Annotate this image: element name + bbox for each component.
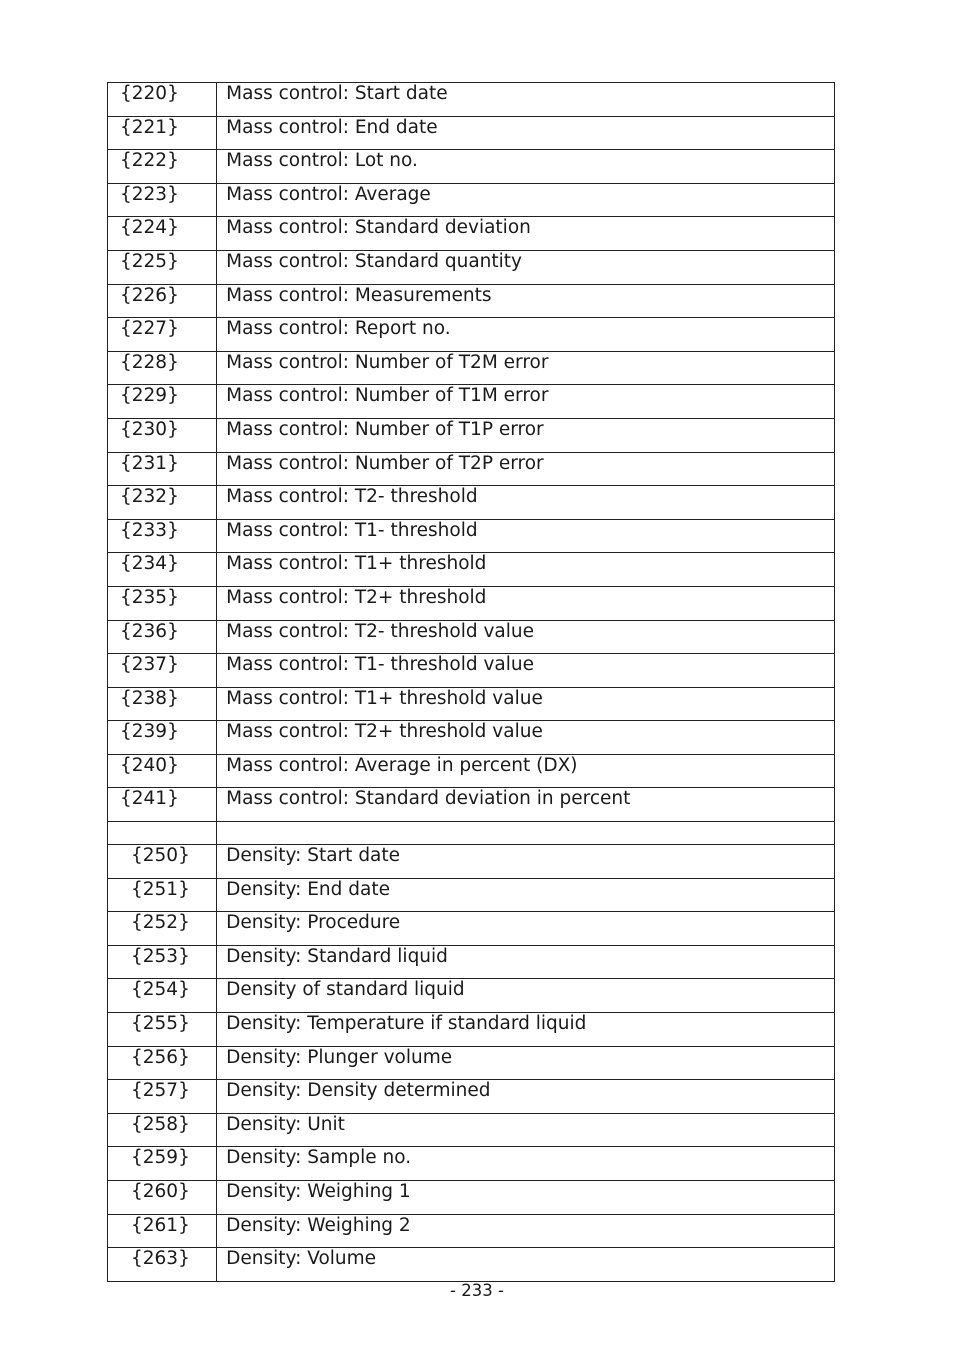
description-cell: Mass control: Lot no.	[217, 150, 835, 184]
description-cell: Density: Unit	[217, 1113, 835, 1147]
density-row	[108, 1248, 835, 1282]
description-cell: Mass control: End date	[217, 116, 835, 150]
description-cell: Mass control: Number of T2M error	[217, 351, 835, 385]
description-cell: Mass control: Standard deviation	[217, 217, 835, 251]
code-cell: {239}	[108, 721, 217, 755]
description-cell: Mass control: T2- threshold value	[217, 620, 835, 654]
mass-control-row	[108, 183, 835, 217]
description-cell: Density: Temperature if standard liquid	[217, 1013, 835, 1047]
description-cell: Mass control: T2- threshold	[217, 486, 835, 520]
code-cell: {225}	[108, 250, 217, 284]
mass-control-row	[108, 553, 835, 587]
description-cell: Mass control: Number of T1M error	[217, 385, 835, 419]
description-cell: Mass control: Average	[217, 183, 835, 217]
description-cell: Mass control: Number of T1P error	[217, 418, 835, 452]
density-row	[108, 845, 835, 879]
code-cell: {227}	[108, 318, 217, 352]
code-cell: {229}	[108, 385, 217, 419]
code-cell: {238}	[108, 687, 217, 721]
description-cell: Mass control: Measurements	[217, 284, 835, 318]
mass-control-row	[108, 150, 835, 184]
code-cell: {226}	[108, 284, 217, 318]
code-cell: {222}	[108, 150, 217, 184]
description-cell: Mass control: Report no.	[217, 318, 835, 352]
description-cell: Density: Density determined	[217, 1080, 835, 1114]
mass-control-row	[108, 586, 835, 620]
code-cell: {231}	[108, 452, 217, 486]
code-cell: {254}	[108, 979, 217, 1013]
code-cell: {261}	[108, 1214, 217, 1248]
empty-cell	[108, 822, 217, 845]
description-cell: Density: Plunger volume	[217, 1046, 835, 1080]
density-row	[108, 1046, 835, 1080]
mass-control-row	[108, 654, 835, 688]
mass-control-row	[108, 217, 835, 251]
description-cell: Mass control: Average in percent (DX)	[217, 754, 835, 788]
code-cell: {230}	[108, 418, 217, 452]
separator-row	[108, 822, 835, 845]
density-row	[108, 1013, 835, 1047]
code-reference-table-body	[108, 83, 835, 1282]
density-row	[108, 1181, 835, 1215]
mass-control-row	[108, 620, 835, 654]
description-cell: Density: Procedure	[217, 912, 835, 946]
description-cell: Mass control: Standard deviation in percent	[217, 788, 835, 822]
description-cell: Mass control: T1- threshold	[217, 519, 835, 553]
code-cell: {223}	[108, 183, 217, 217]
mass-control-row	[108, 318, 835, 352]
code-cell: {233}	[108, 519, 217, 553]
page-number: - 233 -	[450, 1281, 504, 1300]
code-cell: {257}	[108, 1080, 217, 1114]
code-cell: {235}	[108, 586, 217, 620]
description-cell: Density: Weighing 2	[217, 1214, 835, 1248]
code-reference-table	[107, 82, 835, 1282]
density-row	[108, 878, 835, 912]
mass-control-row	[108, 754, 835, 788]
description-cell: Density: Start date	[217, 845, 835, 879]
code-cell: {253}	[108, 945, 217, 979]
code-cell: {255}	[108, 1013, 217, 1047]
description-cell: Mass control: T2+ threshold	[217, 586, 835, 620]
mass-control-row	[108, 250, 835, 284]
mass-control-row	[108, 519, 835, 553]
mass-control-row	[108, 83, 835, 117]
description-cell: Density: Weighing 1	[217, 1181, 835, 1215]
code-cell: {241}	[108, 788, 217, 822]
code-cell: {252}	[108, 912, 217, 946]
density-row	[108, 912, 835, 946]
mass-control-row	[108, 116, 835, 150]
mass-control-row	[108, 385, 835, 419]
code-cell: {250}	[108, 845, 217, 879]
code-cell: {258}	[108, 1113, 217, 1147]
mass-control-row	[108, 351, 835, 385]
density-row	[108, 1080, 835, 1114]
description-cell: Mass control: Number of T2P error	[217, 452, 835, 486]
code-cell: {234}	[108, 553, 217, 587]
mass-control-row	[108, 687, 835, 721]
description-cell: Density: Sample no.	[217, 1147, 835, 1181]
description-cell: Mass control: Standard quantity	[217, 250, 835, 284]
description-cell: Mass control: T1+ threshold	[217, 553, 835, 587]
density-row	[108, 979, 835, 1013]
code-cell: {256}	[108, 1046, 217, 1080]
code-cell: {224}	[108, 217, 217, 251]
code-cell: {251}	[108, 878, 217, 912]
description-cell: Mass control: T2+ threshold value	[217, 721, 835, 755]
description-cell: Density: Standard liquid	[217, 945, 835, 979]
description-cell: Mass control: Start date	[217, 83, 835, 117]
density-row	[108, 1214, 835, 1248]
code-cell: {240}	[108, 754, 217, 788]
mass-control-row	[108, 452, 835, 486]
code-cell: {232}	[108, 486, 217, 520]
mass-control-row	[108, 284, 835, 318]
code-cell: {259}	[108, 1147, 217, 1181]
density-row	[108, 1147, 835, 1181]
description-cell: Density: End date	[217, 878, 835, 912]
mass-control-row	[108, 721, 835, 755]
mass-control-row	[108, 418, 835, 452]
description-cell: Mass control: T1+ threshold value	[217, 687, 835, 721]
description-cell: Mass control: T1- threshold value	[217, 654, 835, 688]
density-row	[108, 945, 835, 979]
code-cell: {221}	[108, 116, 217, 150]
density-row	[108, 1113, 835, 1147]
code-cell: {220}	[108, 83, 217, 117]
code-cell: {260}	[108, 1181, 217, 1215]
description-cell: Density of standard liquid	[217, 979, 835, 1013]
code-cell: {236}	[108, 620, 217, 654]
code-cell: {228}	[108, 351, 217, 385]
code-cell: {237}	[108, 654, 217, 688]
description-cell: Density: Volume	[217, 1248, 835, 1282]
empty-cell	[217, 822, 835, 845]
mass-control-row	[108, 486, 835, 520]
mass-control-row	[108, 788, 835, 822]
code-cell: {263}	[108, 1248, 217, 1282]
